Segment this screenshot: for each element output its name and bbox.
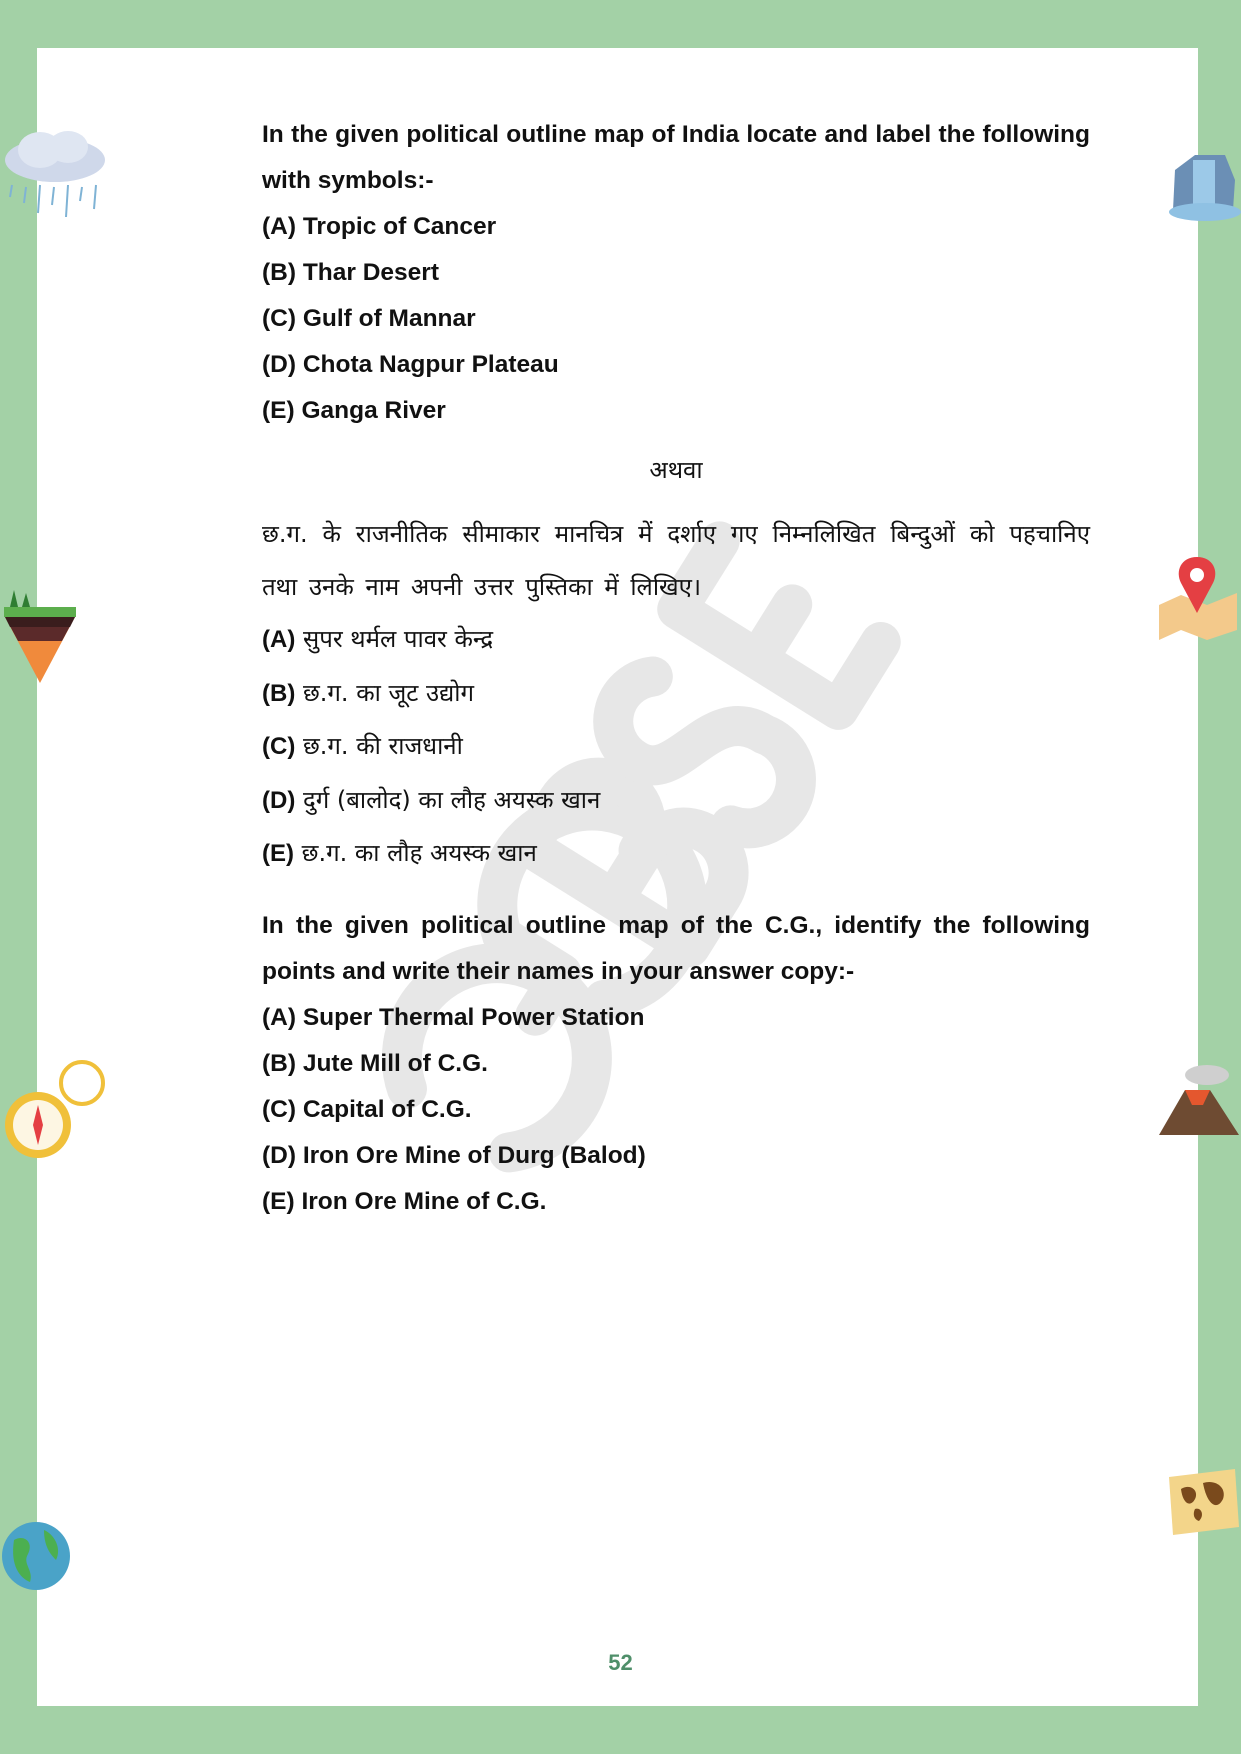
list-item xyxy=(262,613,1090,667)
item-text: दुर्ग (बालोद) का लौह अयस्क खान xyxy=(302,785,601,814)
list-item xyxy=(262,827,1090,881)
map-pin-icon xyxy=(1155,555,1241,640)
list-item: (A) Super Thermal Power Station xyxy=(262,1003,645,1031)
list-item xyxy=(262,774,1090,828)
rain-cloud-icon xyxy=(0,125,115,225)
item-text: छ.ग. का लौह अयस्क खान xyxy=(301,839,537,867)
question-en-2-prompt: In the given political outline map of the C.G., identify the following points and write their names in your answer copy:- xyxy=(262,911,1090,985)
list-item: (D) Iron Ore Mine of Durg (Balod) xyxy=(262,1141,646,1169)
list-item: (B) Thar Desert xyxy=(262,259,439,286)
list-item: (D) Chota Nagpur Plateau xyxy=(262,351,559,378)
question-content xyxy=(262,112,1090,1225)
question-en-prompt: In the given political outline map of India locate and label the following with symbols:- xyxy=(262,121,1090,194)
item-text: छ.ग. की राजधानी xyxy=(302,732,463,760)
list-item xyxy=(262,667,1090,721)
world-map-scroll-icon xyxy=(1165,1465,1241,1540)
list-item xyxy=(262,720,1090,774)
item-text: छ.ग. का जूट उद्योग xyxy=(302,678,475,707)
list-item: (B) Jute Mill of C.G. xyxy=(262,1049,488,1077)
list-item: (C) Gulf of Mannar xyxy=(262,305,476,332)
item-label: (C) xyxy=(262,733,296,760)
item-label: (B) xyxy=(262,679,296,707)
list-item: (A) Tropic of Cancer xyxy=(262,213,497,240)
waterfall-icon xyxy=(1165,150,1241,225)
page-number: 52 xyxy=(608,1650,633,1675)
item-text: सुपर थर्मल पावर केन्द्र xyxy=(302,625,494,653)
or-separator: अथवा xyxy=(649,456,703,484)
question-hi-prompt: छ.ग. के राजनीतिक सीमाकार मानचित्र में दर्शाए गए निम्नलिखित बिन्दुओं को पहचानिए तथा उनके नाम अपनी उत्तर पुस्तिका में लिखिए। xyxy=(262,520,1090,601)
item-label: (A) xyxy=(262,626,296,653)
spacer xyxy=(262,881,1090,903)
globe-icon xyxy=(0,1520,72,1592)
item-label: (E) xyxy=(262,840,294,867)
list-item: (C) Capital of C.G. xyxy=(262,1095,472,1123)
list-item: (E) Iron Ore Mine of C.G. xyxy=(262,1187,547,1215)
compass-icon xyxy=(0,1055,110,1165)
item-label: (D) xyxy=(262,786,296,814)
volcano-icon xyxy=(1155,1060,1241,1140)
earth-layers-icon xyxy=(0,585,80,685)
list-item: (E) Ganga River xyxy=(262,397,446,424)
